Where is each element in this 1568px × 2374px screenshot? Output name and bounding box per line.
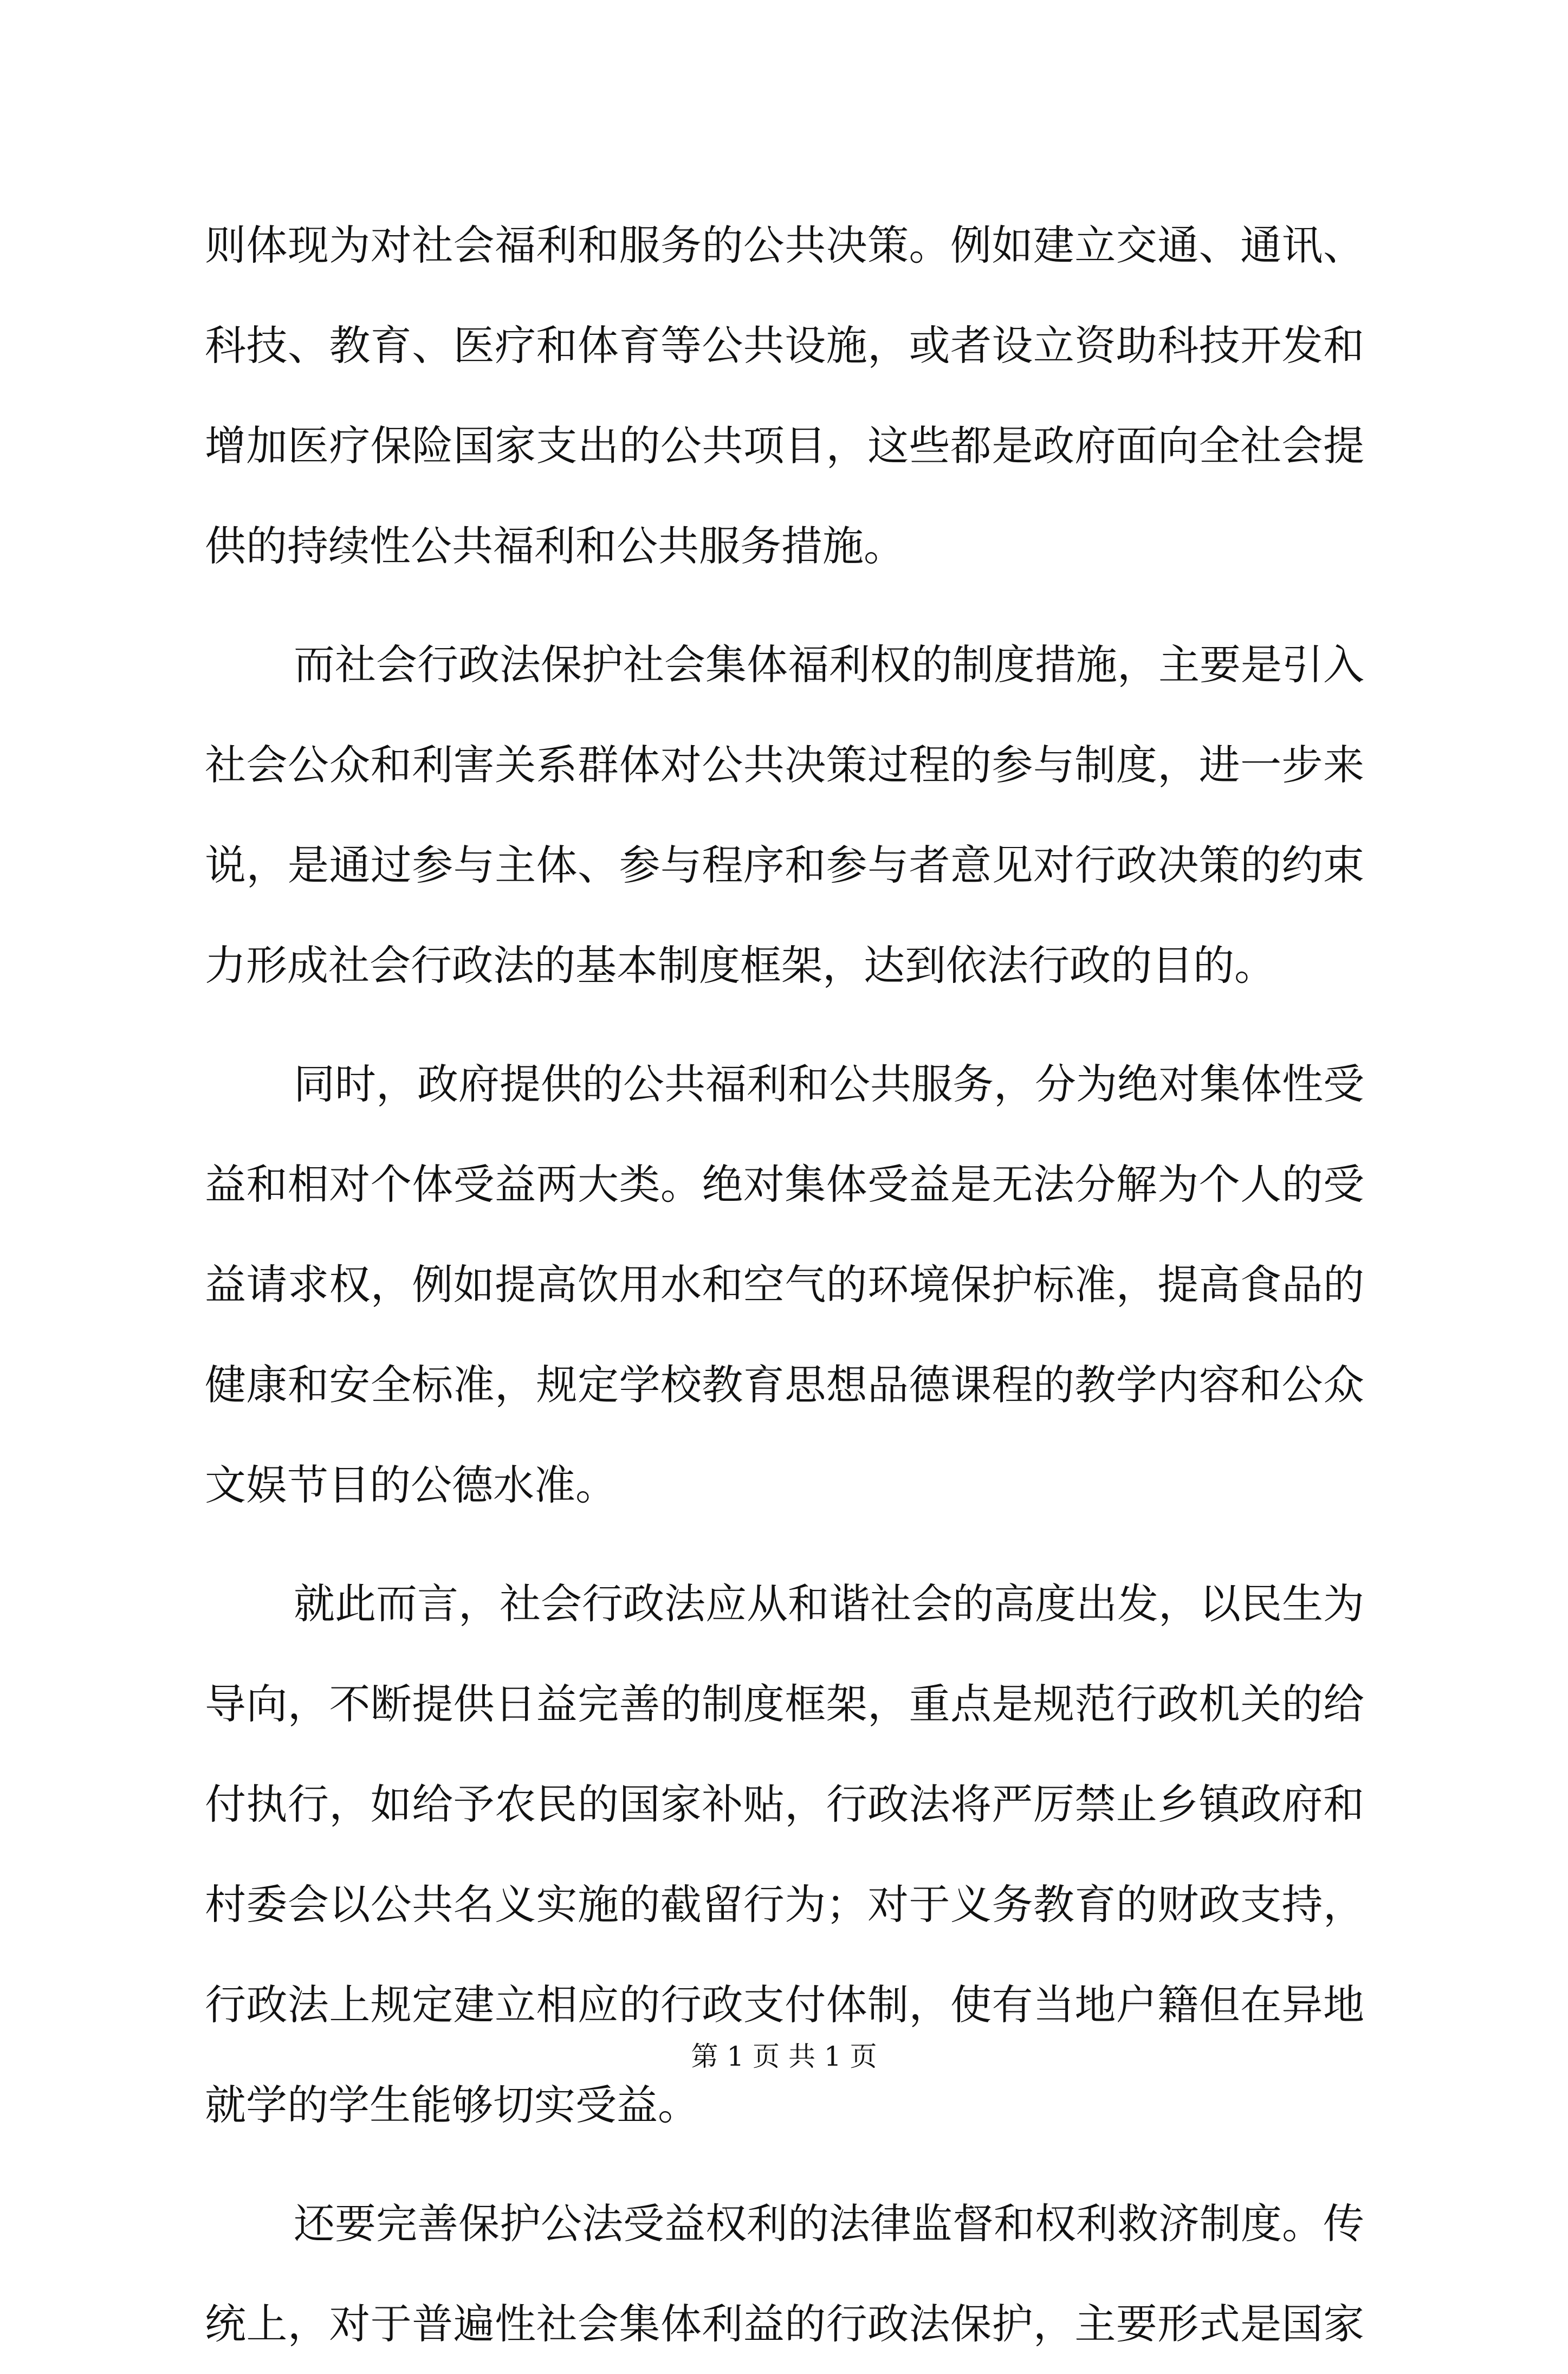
- paragraph-line: 统上，对于普遍性社会集体利益的行政法保护，主要形式是国家: [205, 2300, 1364, 2348]
- paragraph-line: 就学的学生能够切实受益。: [205, 2081, 699, 2129]
- paragraph-line: 村委会以公共名义实施的截留行为；对于义务教育的财政支持，: [205, 1880, 1364, 1929]
- paragraph-line: 益请求权，例如提高饮用水和空气的环境保护标准，提高食品的: [205, 1260, 1364, 1309]
- page-footer: [0, 2037, 1568, 2075]
- paragraph-line: 供的持续性公共福利和公共服务措施。: [205, 522, 905, 570]
- paragraph-line: 行政法上规定建立相应的行政支付体制，使有当地户籍但在异地: [205, 1981, 1364, 2029]
- page-number-label: 第 1 页 共 1 页: [691, 2041, 877, 2072]
- paragraph-first-line: 而社会行政法保护社会集体福利权的制度措施，主要是引入: [294, 641, 1364, 689]
- paragraph-first-line: 还要完善保护公法受益权利的法律监督和权利救济制度。传: [294, 2200, 1364, 2248]
- paragraph-line: 则体现为对社会福利和服务的公共决策。例如建立交通、通讯、: [205, 221, 1364, 269]
- paragraph-line: 导向，不断提供日益完善的制度框架，重点是规范行政机关的给: [205, 1680, 1364, 1728]
- paragraph-line: 益和相对个体受益两大类。绝对集体受益是无法分解为个人的受: [205, 1160, 1364, 1208]
- paragraph-line: 科技、教育、医疗和体育等公共设施，或者设立资助科技开发和: [205, 321, 1364, 370]
- paragraph-line: 健康和安全标准，规定学校教育思想品德课程的教学内容和公众: [205, 1361, 1364, 1409]
- paragraph-line: 文娱节目的公德水准。: [205, 1461, 617, 1509]
- paragraph-first-line: 就此而言，社会行政法应从和谐社会的高度出发，以民生为: [294, 1580, 1364, 1628]
- paragraph-line: 社会公众和利害关系群体对公共决策过程的参与制度，进一步来: [205, 741, 1364, 789]
- paragraph-line: 付执行，如给予农民的国家补贴，行政法将严厉禁止乡镇政府和: [205, 1780, 1364, 1828]
- paragraph-line: 增加医疗保险国家支出的公共项目，这些都是政府面向全社会提: [205, 422, 1364, 470]
- paragraph-line: 说，是通过参与主体、参与程序和参与者意见对行政决策的约束: [205, 841, 1364, 889]
- paragraph-first-line: 同时，政府提供的公共福利和公共服务，分为绝对集体性受: [294, 1060, 1364, 1108]
- paragraph-line: 力形成社会行政法的基本制度框架，达到依法行政的目的。: [205, 941, 1275, 989]
